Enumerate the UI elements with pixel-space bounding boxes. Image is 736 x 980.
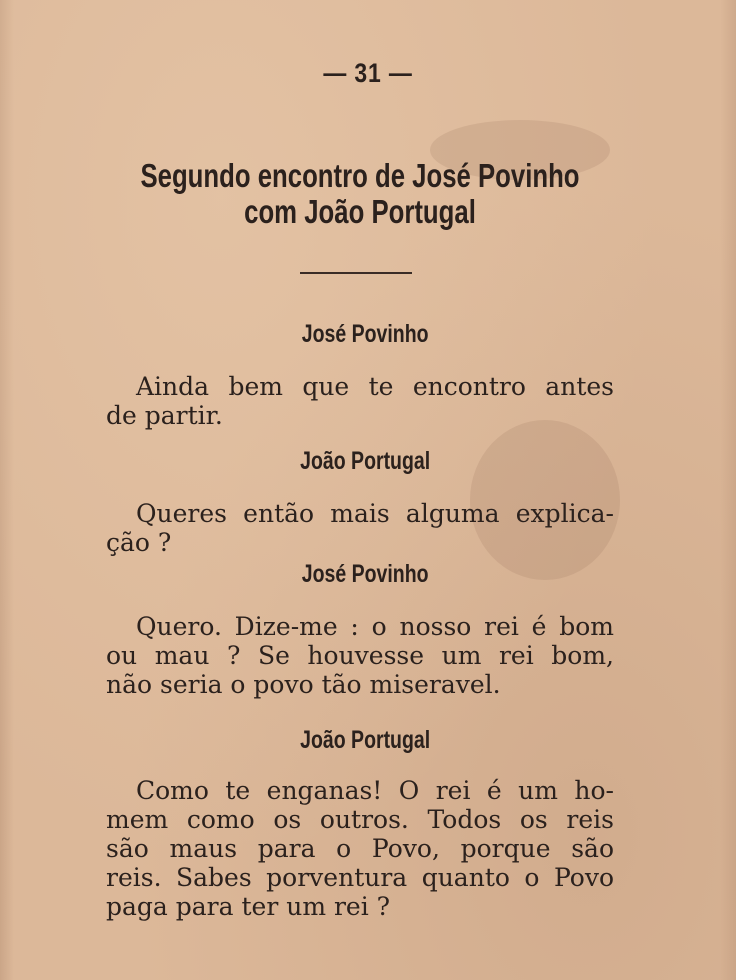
speech-paragraph [106,776,614,921]
speech-line: mem como os outros. Todos os reis [106,805,614,834]
speech-line: de partir. [106,401,223,430]
chapter-title-line: Segundo encontro de José Povinho [140,157,580,194]
chapter-title [126,158,594,230]
speech-paragraph [106,612,614,699]
speech-paragraph [106,499,614,557]
chapter-title-line: com João Portugal [244,193,476,230]
speech-line: Como te enganas! O rei é um ho- [136,776,614,805]
speech-line: Ainda bem que te encontro antes [136,372,614,401]
speech-paragraph [106,372,614,430]
speech-line: ção ? [106,528,172,557]
speech-line: são maus para o Povo, porque são [106,834,614,863]
speaker-heading: José Povinho [301,320,429,348]
speech-line: Quero. Dize-me : o nosso rei é bom [136,612,614,641]
speech-line: não seria o povo tão miseravel. [106,670,501,699]
speaker-heading: João Portugal [300,726,431,754]
speaker-heading: José Povinho [301,560,429,588]
speech-line: Queres então mais alguma explica- [136,499,614,528]
speech-line: reis. Sabes porventura quanto o Povo [106,863,614,892]
speaker-heading: João Portugal [300,447,431,475]
page-number: — 31 — [323,58,413,88]
title-divider [300,272,412,274]
speech-line: ou mau ? Se houvesse um rei bom, [106,641,614,670]
speech-line: paga para ter um rei ? [106,892,391,921]
